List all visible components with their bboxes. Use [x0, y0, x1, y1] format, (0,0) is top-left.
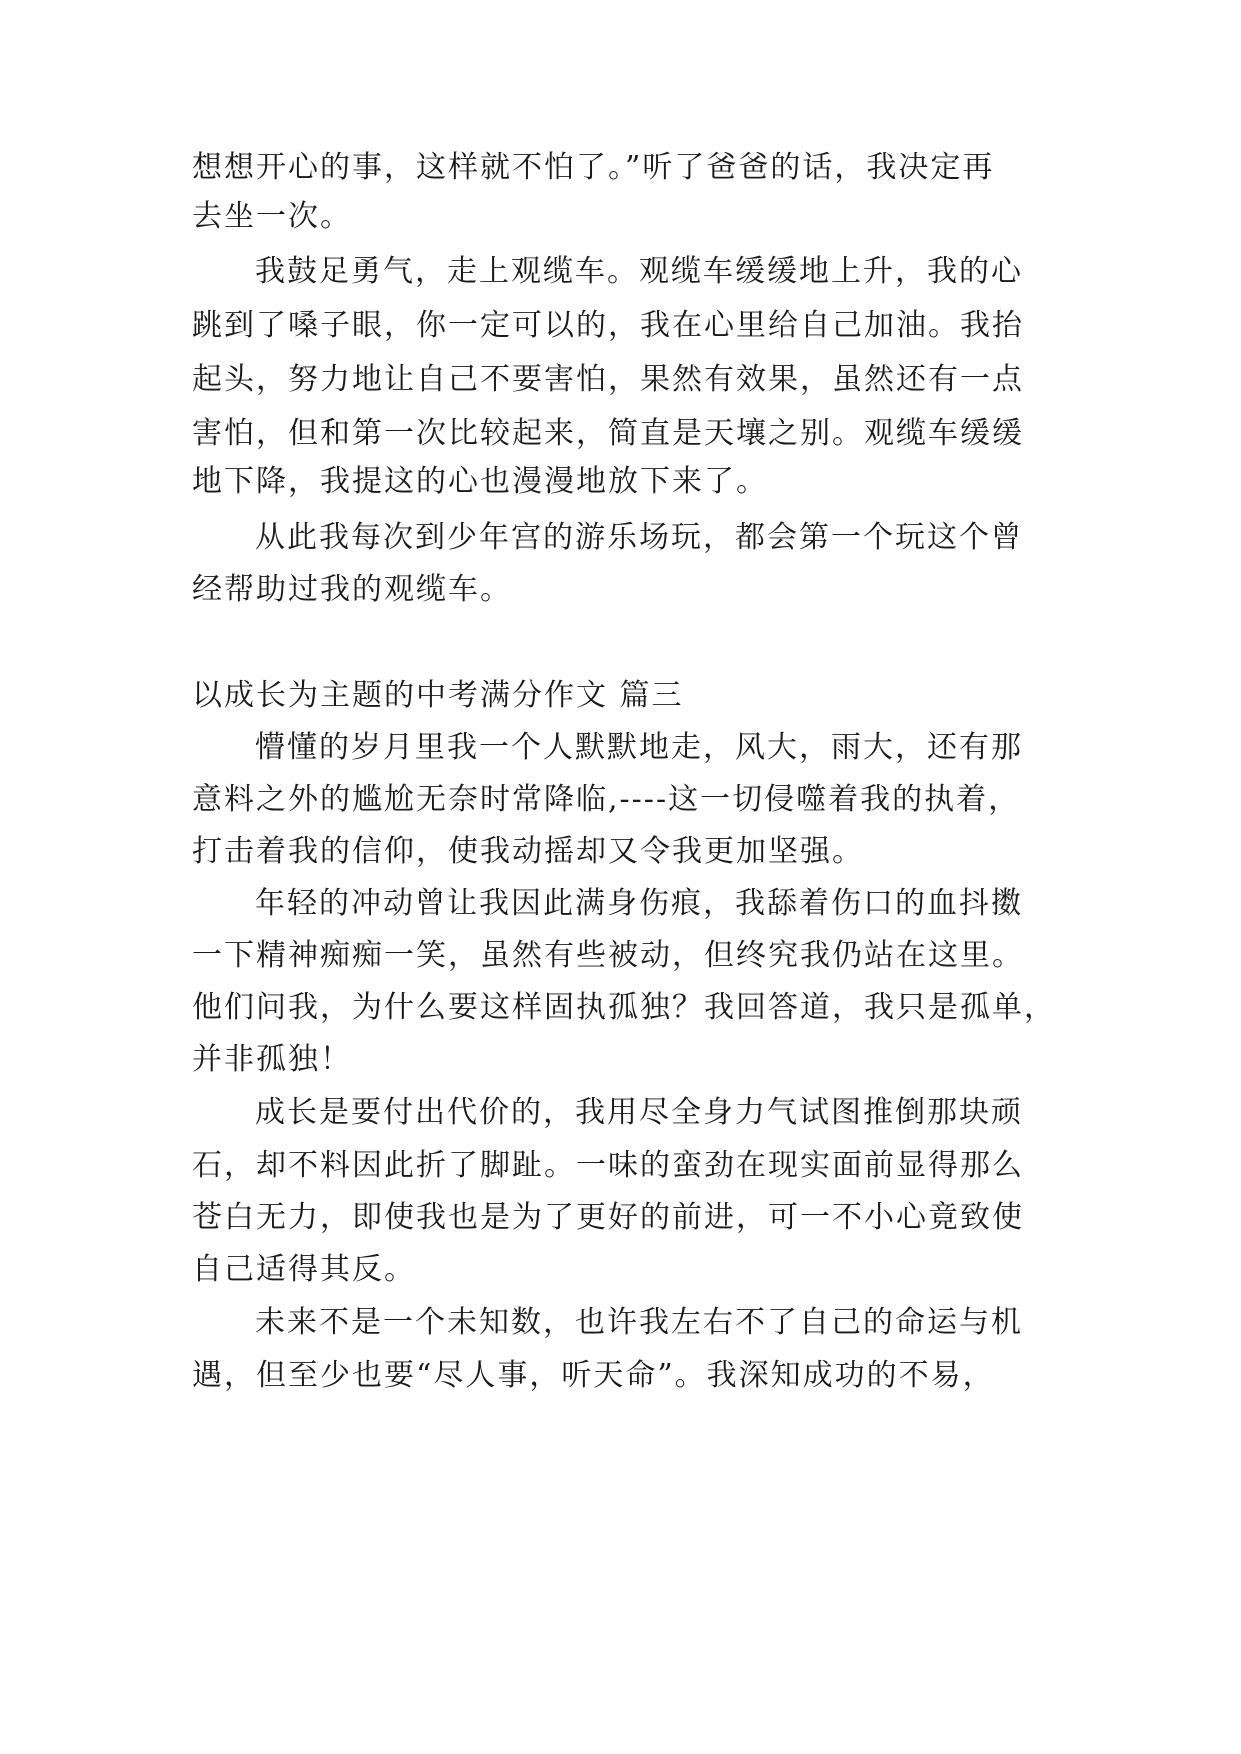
- text-line: 一下精神痴痴一笑，虽然有些被动，但终究我仍站在这里。: [192, 938, 1024, 973]
- text-line: 意料之外的尴尬无奈时常降临,----这一切侵噬着我的执着，: [192, 782, 1021, 817]
- text-line: 害怕，但和第一次比较起来，简直是天壤之别。观缆车缓缓: [192, 416, 1024, 451]
- text-line: 并非孤独！: [192, 1042, 352, 1077]
- text-line: 想想开心的事，这样就不怕了。”听了爸爸的话，我决定再: [192, 150, 995, 185]
- text-line: 起头，努力地让自己不要害怕，果然有效果，虽然还有一点: [192, 362, 1024, 397]
- paragraph-first-line: 年轻的冲动曾让我因此满身伤痕，我舔着伤口的血抖擞: [255, 886, 1023, 921]
- text-line: 跳到了嗓子眼，你一定可以的，我在心里给自己加油。我抬: [192, 308, 1024, 343]
- paragraph-first-line: 成长是要付出代价的，我用尽全身力气试图推倒那块顽: [255, 1095, 1023, 1130]
- text-line: 自己适得其反。: [192, 1252, 416, 1287]
- paragraph-first-line: 未来不是一个未知数，也许我左右不了自己的命运与机: [255, 1305, 1023, 1340]
- text-line: 遇，但至少也要“尽人事，听天命”。我深知成功的不易，: [192, 1358, 995, 1393]
- text-line: 地下降，我提这的心也漫漫地放下来了。: [192, 464, 768, 499]
- text-line: 他们问我，为什么要这样固执孤独？我回答道，我只是孤单，: [192, 990, 1056, 1025]
- paragraph-first-line: 我鼓足勇气，走上观缆车。观缆车缓缓地上升，我的心: [255, 254, 1023, 289]
- paragraph-first-line: 懵懂的岁月里我一个人默默地走，风大，雨大，还有那: [255, 730, 1023, 765]
- paragraph-first-line: 从此我每次到少年宫的游乐场玩，都会第一个玩这个曾: [255, 520, 1023, 555]
- text-line: 石，却不料因此折了脚趾。一味的蛮劲在现实面前显得那么: [192, 1148, 1024, 1183]
- text-line: 打击着我的信仰，使我动摇却又令我更加坚强。: [192, 834, 864, 869]
- text-line: 去坐一次。: [192, 199, 352, 234]
- section-heading: 以成长为主题的中考满分作文 篇三: [192, 678, 684, 713]
- text-line: 苍白无力，即使我也是为了更好的前进，可一不小心竟致使: [192, 1200, 1024, 1235]
- text-line: 经帮助过我的观缆车。: [192, 572, 512, 607]
